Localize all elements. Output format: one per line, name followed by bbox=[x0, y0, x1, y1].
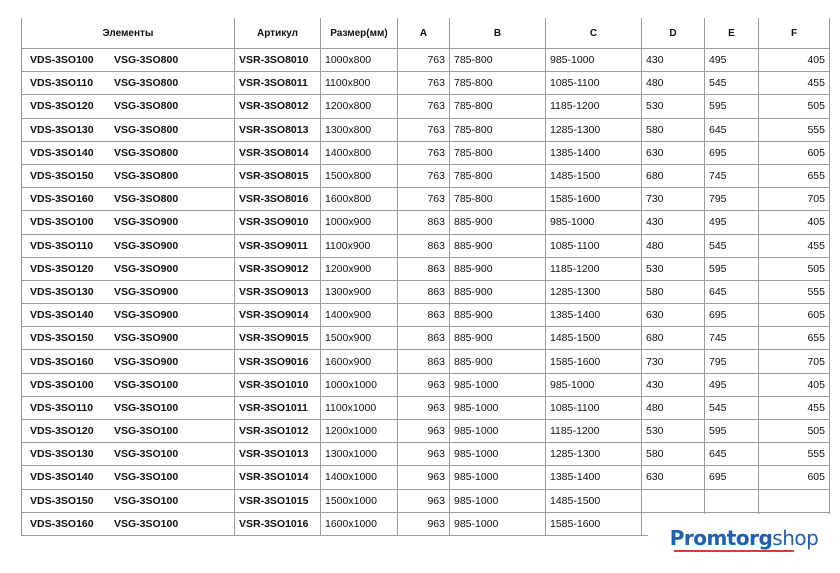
cell-article: VSR-3SO1012 bbox=[235, 420, 321, 443]
cell-c: 1385-1400 bbox=[546, 141, 642, 164]
cell-elements bbox=[22, 234, 235, 257]
cell-b: 785-800 bbox=[450, 72, 546, 95]
cell-size: 1600x1000 bbox=[321, 512, 398, 535]
cell-f: 605 bbox=[759, 466, 830, 489]
cell-f: 605 bbox=[759, 304, 830, 327]
cell-elements bbox=[22, 512, 235, 535]
cell-elements bbox=[22, 373, 235, 396]
cell-d bbox=[642, 489, 705, 512]
cell-c: 1385-1400 bbox=[546, 304, 642, 327]
cell-article: VSR-3SO8015 bbox=[235, 164, 321, 187]
spec-table bbox=[21, 18, 830, 536]
cell-b: 785-800 bbox=[450, 188, 546, 211]
cell-d: 580 bbox=[642, 280, 705, 303]
cell-article: VSR-3SO9010 bbox=[235, 211, 321, 234]
table-row bbox=[22, 350, 830, 373]
cell-elements bbox=[22, 280, 235, 303]
logo-underline bbox=[674, 550, 794, 552]
cell-size: 1300x800 bbox=[321, 118, 398, 141]
cell-c: 985-1000 bbox=[546, 49, 642, 72]
cell-f: 405 bbox=[759, 211, 830, 234]
cell-d: 630 bbox=[642, 141, 705, 164]
table-row bbox=[22, 95, 830, 118]
cell-f: 555 bbox=[759, 280, 830, 303]
cell-a: 763 bbox=[398, 141, 450, 164]
cell-f: 605 bbox=[759, 141, 830, 164]
table-row bbox=[22, 188, 830, 211]
cell-d: 530 bbox=[642, 257, 705, 280]
element-vsg: VSG-3SO900 bbox=[114, 309, 179, 322]
cell-b: 785-800 bbox=[450, 118, 546, 141]
cell-e: 645 bbox=[705, 443, 759, 466]
cell-c: 985-1000 bbox=[546, 373, 642, 396]
cell-c: 1285-1300 bbox=[546, 280, 642, 303]
cell-f: 505 bbox=[759, 420, 830, 443]
table-row bbox=[22, 489, 830, 512]
table-row bbox=[22, 164, 830, 187]
cell-d: 580 bbox=[642, 443, 705, 466]
element-vsg: VSG-3SO800 bbox=[114, 170, 179, 183]
cell-elements bbox=[22, 49, 235, 72]
element-vds: VDS-3SO110 bbox=[30, 239, 94, 252]
element-vds: VDS-3SO120 bbox=[30, 100, 94, 113]
cell-a: 863 bbox=[398, 350, 450, 373]
cell-article: VSR-3SO9016 bbox=[235, 350, 321, 373]
element-vds: VDS-3SO150 bbox=[30, 332, 94, 345]
table-row bbox=[22, 72, 830, 95]
cell-f: 705 bbox=[759, 188, 830, 211]
cell-e: 745 bbox=[705, 164, 759, 187]
header-elements: Элементы bbox=[22, 18, 235, 49]
cell-a: 863 bbox=[398, 234, 450, 257]
element-vds: VDS-3SO130 bbox=[30, 285, 94, 298]
cell-e: 645 bbox=[705, 280, 759, 303]
element-vds: VDS-3SO140 bbox=[30, 146, 94, 159]
element-vsg: VSG-3SO900 bbox=[114, 239, 179, 252]
cell-elements bbox=[22, 466, 235, 489]
table-row bbox=[22, 234, 830, 257]
cell-elements bbox=[22, 396, 235, 419]
cell-e: 795 bbox=[705, 188, 759, 211]
element-vds: VDS-3SO100 bbox=[30, 378, 94, 391]
cell-d: 430 bbox=[642, 211, 705, 234]
cell-size: 1200x900 bbox=[321, 257, 398, 280]
cell-a: 863 bbox=[398, 211, 450, 234]
table-row bbox=[22, 257, 830, 280]
element-vsg: VSG-3SO800 bbox=[114, 146, 179, 159]
cell-b: 985-1000 bbox=[450, 420, 546, 443]
cell-c: 1285-1300 bbox=[546, 443, 642, 466]
table-row bbox=[22, 443, 830, 466]
cell-a: 963 bbox=[398, 373, 450, 396]
cell-article: VSR-3SO8016 bbox=[235, 188, 321, 211]
cell-article: VSR-3SO8010 bbox=[235, 49, 321, 72]
promtorgshop-logo bbox=[648, 514, 840, 562]
table-row bbox=[22, 118, 830, 141]
element-vds: VDS-3SO160 bbox=[30, 193, 94, 206]
cell-d: 480 bbox=[642, 72, 705, 95]
cell-a: 763 bbox=[398, 164, 450, 187]
cell-e: 495 bbox=[705, 49, 759, 72]
cell-f: 505 bbox=[759, 257, 830, 280]
cell-article: VSR-3SO9013 bbox=[235, 280, 321, 303]
cell-e: 695 bbox=[705, 304, 759, 327]
element-vsg: VSG-3SO800 bbox=[114, 100, 179, 113]
cell-c: 1085-1100 bbox=[546, 72, 642, 95]
cell-d: 680 bbox=[642, 327, 705, 350]
element-vds: VDS-3SO140 bbox=[30, 471, 94, 484]
cell-c: 1585-1600 bbox=[546, 350, 642, 373]
cell-b: 885-900 bbox=[450, 211, 546, 234]
cell-size: 1200x800 bbox=[321, 95, 398, 118]
cell-size: 1000x800 bbox=[321, 49, 398, 72]
cell-size: 1100x1000 bbox=[321, 396, 398, 419]
cell-f: 705 bbox=[759, 350, 830, 373]
element-vds: VDS-3SO100 bbox=[30, 216, 94, 229]
cell-a: 863 bbox=[398, 327, 450, 350]
header-b: B bbox=[450, 18, 546, 49]
cell-c: 1585-1600 bbox=[546, 512, 642, 535]
table-row bbox=[22, 49, 830, 72]
cell-f: 455 bbox=[759, 234, 830, 257]
cell-b: 885-900 bbox=[450, 257, 546, 280]
element-vsg: VSG-3SO100 bbox=[114, 448, 179, 461]
element-vds: VDS-3SO110 bbox=[30, 77, 94, 90]
cell-elements bbox=[22, 443, 235, 466]
header-c: C bbox=[546, 18, 642, 49]
cell-elements bbox=[22, 118, 235, 141]
element-vsg: VSG-3SO800 bbox=[114, 77, 179, 90]
table-row bbox=[22, 373, 830, 396]
cell-d: 580 bbox=[642, 118, 705, 141]
table-row bbox=[22, 141, 830, 164]
cell-b: 785-800 bbox=[450, 95, 546, 118]
cell-f: 505 bbox=[759, 95, 830, 118]
cell-size: 1500x800 bbox=[321, 164, 398, 187]
table-row bbox=[22, 466, 830, 489]
cell-e: 545 bbox=[705, 72, 759, 95]
element-vds: VDS-3SO160 bbox=[30, 355, 94, 368]
cell-e: 495 bbox=[705, 211, 759, 234]
element-vds: VDS-3SO100 bbox=[30, 54, 94, 67]
cell-size: 1400x900 bbox=[321, 304, 398, 327]
cell-elements bbox=[22, 304, 235, 327]
cell-f: 555 bbox=[759, 443, 830, 466]
cell-elements bbox=[22, 350, 235, 373]
cell-elements bbox=[22, 188, 235, 211]
logo-part-shop: shop bbox=[772, 526, 819, 550]
cell-e: 695 bbox=[705, 466, 759, 489]
cell-a: 763 bbox=[398, 72, 450, 95]
cell-elements bbox=[22, 141, 235, 164]
cell-size: 1500x900 bbox=[321, 327, 398, 350]
cell-e: 745 bbox=[705, 327, 759, 350]
cell-d: 480 bbox=[642, 396, 705, 419]
cell-article: VSR-3SO9015 bbox=[235, 327, 321, 350]
cell-d: 480 bbox=[642, 234, 705, 257]
cell-d: 630 bbox=[642, 466, 705, 489]
element-vsg: VSG-3SO800 bbox=[114, 193, 179, 206]
header-article: Артикул bbox=[235, 18, 321, 49]
element-vds: VDS-3SO120 bbox=[30, 425, 94, 438]
header-size: Размер(мм) bbox=[321, 18, 398, 49]
cell-article: VSR-3SO9014 bbox=[235, 304, 321, 327]
cell-elements bbox=[22, 211, 235, 234]
cell-b: 985-1000 bbox=[450, 373, 546, 396]
cell-d: 530 bbox=[642, 420, 705, 443]
cell-c: 1385-1400 bbox=[546, 466, 642, 489]
header-row bbox=[22, 18, 830, 49]
cell-a: 863 bbox=[398, 280, 450, 303]
cell-c: 1485-1500 bbox=[546, 164, 642, 187]
cell-size: 1400x1000 bbox=[321, 466, 398, 489]
cell-e: 695 bbox=[705, 141, 759, 164]
cell-d: 630 bbox=[642, 304, 705, 327]
element-vsg: VSG-3SO800 bbox=[114, 123, 179, 136]
cell-b: 985-1000 bbox=[450, 396, 546, 419]
cell-size: 1300x900 bbox=[321, 280, 398, 303]
cell-f: 555 bbox=[759, 118, 830, 141]
cell-b: 885-900 bbox=[450, 350, 546, 373]
table-row bbox=[22, 280, 830, 303]
cell-size: 1200x1000 bbox=[321, 420, 398, 443]
element-vds: VDS-3SO150 bbox=[30, 494, 94, 507]
element-vsg: VSG-3SO900 bbox=[114, 355, 179, 368]
cell-f: 655 bbox=[759, 164, 830, 187]
cell-e: 595 bbox=[705, 257, 759, 280]
element-vsg: VSG-3SO100 bbox=[114, 378, 179, 391]
cell-article: VSR-3SO9012 bbox=[235, 257, 321, 280]
cell-size: 1100x800 bbox=[321, 72, 398, 95]
cell-article: VSR-3SO8013 bbox=[235, 118, 321, 141]
cell-d: 680 bbox=[642, 164, 705, 187]
cell-e bbox=[705, 489, 759, 512]
cell-d: 530 bbox=[642, 95, 705, 118]
cell-article: VSR-3SO1010 bbox=[235, 373, 321, 396]
cell-article: VSR-3SO1016 bbox=[235, 512, 321, 535]
element-vsg: VSG-3SO100 bbox=[114, 401, 179, 414]
cell-a: 963 bbox=[398, 466, 450, 489]
cell-f: 455 bbox=[759, 396, 830, 419]
cell-a: 963 bbox=[398, 512, 450, 535]
cell-e: 495 bbox=[705, 373, 759, 396]
element-vsg: VSG-3SO900 bbox=[114, 262, 179, 275]
cell-c: 1485-1500 bbox=[546, 327, 642, 350]
element-vds: VDS-3SO130 bbox=[30, 448, 94, 461]
cell-size: 1600x900 bbox=[321, 350, 398, 373]
header-f: F bbox=[759, 18, 830, 49]
cell-article: VSR-3SO8011 bbox=[235, 72, 321, 95]
element-vds: VDS-3SO130 bbox=[30, 123, 94, 136]
cell-elements bbox=[22, 420, 235, 443]
cell-article: VSR-3SO9011 bbox=[235, 234, 321, 257]
cell-a: 963 bbox=[398, 489, 450, 512]
cell-e: 645 bbox=[705, 118, 759, 141]
cell-d: 430 bbox=[642, 49, 705, 72]
cell-e: 795 bbox=[705, 350, 759, 373]
cell-c: 1185-1200 bbox=[546, 257, 642, 280]
element-vsg: VSG-3SO900 bbox=[114, 216, 179, 229]
cell-b: 985-1000 bbox=[450, 443, 546, 466]
cell-f: 455 bbox=[759, 72, 830, 95]
element-vds: VDS-3SO110 bbox=[30, 401, 94, 414]
header-e: E bbox=[705, 18, 759, 49]
cell-f: 405 bbox=[759, 373, 830, 396]
header-d: D bbox=[642, 18, 705, 49]
cell-e: 595 bbox=[705, 420, 759, 443]
cell-size: 1400x800 bbox=[321, 141, 398, 164]
cell-c: 1585-1600 bbox=[546, 188, 642, 211]
cell-a: 963 bbox=[398, 396, 450, 419]
cell-elements bbox=[22, 95, 235, 118]
cell-size: 1000x900 bbox=[321, 211, 398, 234]
cell-b: 985-1000 bbox=[450, 489, 546, 512]
cell-size: 1100x900 bbox=[321, 234, 398, 257]
cell-a: 763 bbox=[398, 95, 450, 118]
element-vsg: VSG-3SO100 bbox=[114, 517, 179, 530]
cell-c: 1485-1500 bbox=[546, 489, 642, 512]
cell-b: 785-800 bbox=[450, 141, 546, 164]
cell-d: 430 bbox=[642, 373, 705, 396]
cell-c: 1285-1300 bbox=[546, 118, 642, 141]
cell-elements bbox=[22, 72, 235, 95]
cell-b: 985-1000 bbox=[450, 466, 546, 489]
element-vsg: VSG-3SO800 bbox=[114, 54, 179, 67]
cell-f bbox=[759, 489, 830, 512]
cell-e: 545 bbox=[705, 396, 759, 419]
cell-b: 785-800 bbox=[450, 164, 546, 187]
cell-d: 730 bbox=[642, 188, 705, 211]
cell-article: VSR-3SO8012 bbox=[235, 95, 321, 118]
cell-a: 763 bbox=[398, 49, 450, 72]
element-vds: VDS-3SO150 bbox=[30, 170, 94, 183]
logo-part-promtorg: Promtorg bbox=[669, 526, 773, 550]
cell-a: 863 bbox=[398, 304, 450, 327]
cell-b: 785-800 bbox=[450, 49, 546, 72]
cell-b: 885-900 bbox=[450, 304, 546, 327]
cell-f: 655 bbox=[759, 327, 830, 350]
header-a: A bbox=[398, 18, 450, 49]
cell-b: 885-900 bbox=[450, 280, 546, 303]
cell-elements bbox=[22, 164, 235, 187]
cell-size: 1300x1000 bbox=[321, 443, 398, 466]
cell-a: 963 bbox=[398, 443, 450, 466]
cell-a: 763 bbox=[398, 118, 450, 141]
cell-f: 405 bbox=[759, 49, 830, 72]
element-vsg: VSG-3SO100 bbox=[114, 494, 179, 507]
element-vds: VDS-3SO120 bbox=[30, 262, 94, 275]
table-row bbox=[22, 304, 830, 327]
cell-c: 985-1000 bbox=[546, 211, 642, 234]
cell-elements bbox=[22, 489, 235, 512]
cell-size: 1600x800 bbox=[321, 188, 398, 211]
cell-b: 885-900 bbox=[450, 327, 546, 350]
table-body bbox=[22, 49, 830, 536]
cell-c: 1185-1200 bbox=[546, 420, 642, 443]
element-vsg: VSG-3SO900 bbox=[114, 285, 179, 298]
cell-c: 1185-1200 bbox=[546, 95, 642, 118]
cell-elements bbox=[22, 257, 235, 280]
element-vsg: VSG-3SO100 bbox=[114, 471, 179, 484]
cell-e: 545 bbox=[705, 234, 759, 257]
element-vsg: VSG-3SO100 bbox=[114, 425, 179, 438]
cell-article: VSR-3SO1014 bbox=[235, 466, 321, 489]
table-row bbox=[22, 211, 830, 234]
cell-d: 730 bbox=[642, 350, 705, 373]
cell-article: VSR-3SO8014 bbox=[235, 141, 321, 164]
cell-a: 863 bbox=[398, 257, 450, 280]
cell-elements bbox=[22, 327, 235, 350]
element-vds: VDS-3SO160 bbox=[30, 517, 94, 530]
cell-c: 1085-1100 bbox=[546, 234, 642, 257]
cell-b: 885-900 bbox=[450, 234, 546, 257]
cell-e: 595 bbox=[705, 95, 759, 118]
element-vsg: VSG-3SO900 bbox=[114, 332, 179, 345]
cell-a: 763 bbox=[398, 188, 450, 211]
cell-size: 1500x1000 bbox=[321, 489, 398, 512]
cell-article: VSR-3SO1013 bbox=[235, 443, 321, 466]
cell-article: VSR-3SO1011 bbox=[235, 396, 321, 419]
cell-c: 1085-1100 bbox=[546, 396, 642, 419]
cell-article: VSR-3SO1015 bbox=[235, 489, 321, 512]
cell-b: 985-1000 bbox=[450, 512, 546, 535]
cell-size: 1000x1000 bbox=[321, 373, 398, 396]
table-row bbox=[22, 420, 830, 443]
cell-a: 963 bbox=[398, 420, 450, 443]
table-row bbox=[22, 396, 830, 419]
table-row bbox=[22, 327, 830, 350]
element-vds: VDS-3SO140 bbox=[30, 309, 94, 322]
